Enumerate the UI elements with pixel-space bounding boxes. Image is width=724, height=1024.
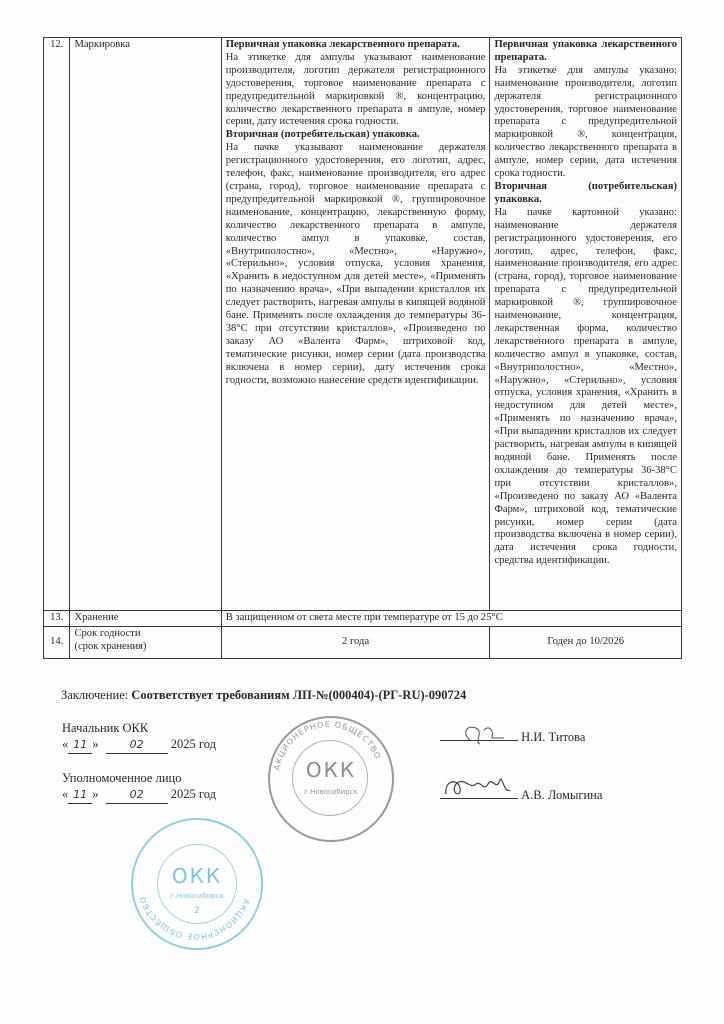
table-row-storage — [44, 611, 682, 627]
row-title-line1: Срок годности — [74, 627, 141, 639]
shelf-life-result: Годен до 10/2026 — [490, 626, 682, 658]
date-year: 2025 год — [170, 787, 216, 801]
date-year: 2025 год — [170, 737, 216, 751]
signature-date: « 11 » 02 2025 год — [62, 786, 216, 804]
secondary-packaging-heading: Вторичная (потребительская) упаковка. — [225, 129, 420, 141]
conclusion — [61, 688, 466, 703]
stamp-number: 2 — [194, 906, 200, 916]
shelf-life-requirement: 2 года — [221, 626, 490, 658]
result-cell — [490, 38, 682, 611]
row-number: 13. — [44, 611, 70, 627]
stamp-center-text: ОКК — [305, 758, 357, 782]
signature-block-head-qc — [62, 720, 216, 754]
conclusion-text: Соответствует требованиям ЛП-№(000404)-(РГ-RU)-090724 — [131, 688, 467, 702]
secondary-packaging-heading: Вторичная (потребительская) упаковка. — [494, 180, 677, 205]
row-title-line2: (срок хранения) — [74, 640, 147, 652]
signatory-role: Начальник ОКК — [62, 721, 149, 735]
primary-packaging-heading: Первичная упаковка лекарственного препарата. — [225, 39, 460, 50]
row-title: Хранение — [70, 611, 221, 627]
table-row-marking — [44, 38, 682, 611]
signature-line-titova — [440, 726, 585, 745]
row-number: 14. — [44, 626, 70, 658]
primary-packaging-text: На этикетке для ампулы указывают наименование производителя, логотип держателя регистрационного удостоверения, торговое наименование препарата с предупредительной маркировкой ®, концентрацию, количество лекарственного препарата в ампуле, номер серии, дату истечения срока годности. — [225, 51, 486, 128]
date-month: 02 — [106, 737, 168, 754]
row-number: 12. — [44, 38, 70, 611]
primary-packaging-heading: Первичная упаковка лекарственного препарата. — [494, 39, 677, 63]
specification-table — [43, 37, 682, 659]
date-day: 11 — [68, 737, 92, 754]
date-day: 11 — [68, 787, 92, 804]
stamp-center-text: ОКК — [171, 864, 223, 888]
handwritten-signature-icon — [440, 770, 520, 800]
handwritten-signature-icon — [440, 720, 518, 746]
row-title — [70, 626, 221, 658]
signature-block-qualified-person — [62, 770, 216, 804]
date-month: 02 — [106, 787, 168, 804]
signatory-name: А.В. Ломыгина — [521, 788, 603, 802]
conclusion-label: Заключение: — [61, 688, 132, 702]
primary-packaging-text: На этикетке для ампулы указано: наименование производителя, логотип держателя регистрационного удостоверения, торговое наименование препарата с предупредительной маркировкой ®, концентрация, количество лекарственного препарата в ампуле, номер серии, дата истечения срока годности. — [494, 64, 677, 180]
secondary-packaging-text: На пачке указывают наименование держателя регистрационного удостоверения, его логотип, адрес, телефон, факс, наименование производителя, его адрес (страна, город), торговое наименование препарата с предупредительной маркировкой ®, группировочное наименование, концентрацию, лекарственную форму, количество лекарственного препарата в ампуле, количество ампул в упаковке, состав, «Внутриполостно», «Местно», «Наружно», «Стерильно», условия отпуска, условия хранения, «Хранить в недоступном для детей месте», «Применять по назначению врача», «При выпадении кристаллов их следует растворить, нагревая ампулы в кипящей водяной бане. Применять после охлаждения до температуры 36-38°С при отсутствии кристаллов», «Произведено по заказу АО «Валента Фарм», штриховой код, тематические рисунки, номер серии (дата производства включена в номер серии), дату истечения срока годности, возможно нанесение средств идентификации. — [225, 142, 486, 386]
stamp-city: г.Новосибирск — [170, 892, 224, 900]
storage-conditions: В защищенном от света месте при температуре от 15 до 25°С — [221, 611, 681, 627]
svg-text:АКЦИОНЕРНОЕ ОБЩЕСТВО: АКЦИОНЕРНОЕ ОБЩЕСТВО — [272, 719, 383, 772]
requirement-cell — [221, 38, 490, 611]
signature-line-lomygina — [440, 784, 602, 803]
signatory-name: Н.И. Титова — [521, 730, 586, 744]
row-title: Маркировка — [70, 38, 221, 611]
svg-text:АКЦИОНЕРНОЕ ОБЩЕСТВО: АКЦИОНЕРНОЕ ОБЩЕСТВО — [137, 894, 252, 942]
table-row-shelf-life — [44, 626, 682, 658]
signature-date: « 11 » 02 2025 год — [62, 736, 216, 754]
company-stamp-gray — [268, 716, 394, 842]
signatory-role: Уполномоченное лицо — [62, 771, 182, 785]
secondary-packaging-text: На пачке картонной указано: наименование держателя регистрационного удостоверения, его логотип, адрес, телефон, факс, наименование производителя, его адрес (страна, город), торговое наименование препарата с предупредительной маркировкой ®, группировочное наименование, концентрация, лекарственная форма, количество лекарственного препарата в ампуле, количество ампул в упаковке, состав, «Внутриполостно», «Местно», «Наружно», «Стерильно», условия отпуска, условия хранения, «Хранить в недоступном для детей месте», «Применять по назначению врача», «При выпадении кристаллов их следует растворить, нагревая ампулы в кипящей водяной бане. Применять после охлаждения до температуры 36-38°С при отсутствии кристаллов», «Произведено по заказу АО «Валента Фарм», штриховой код, тематические рисунки, номер серии (дата производства включена в номер серии), дата истечения срока годности, средства идентификации. — [494, 206, 677, 567]
stamp-city: г.Новосибирск — [304, 788, 358, 796]
company-stamp-blue — [131, 818, 263, 950]
